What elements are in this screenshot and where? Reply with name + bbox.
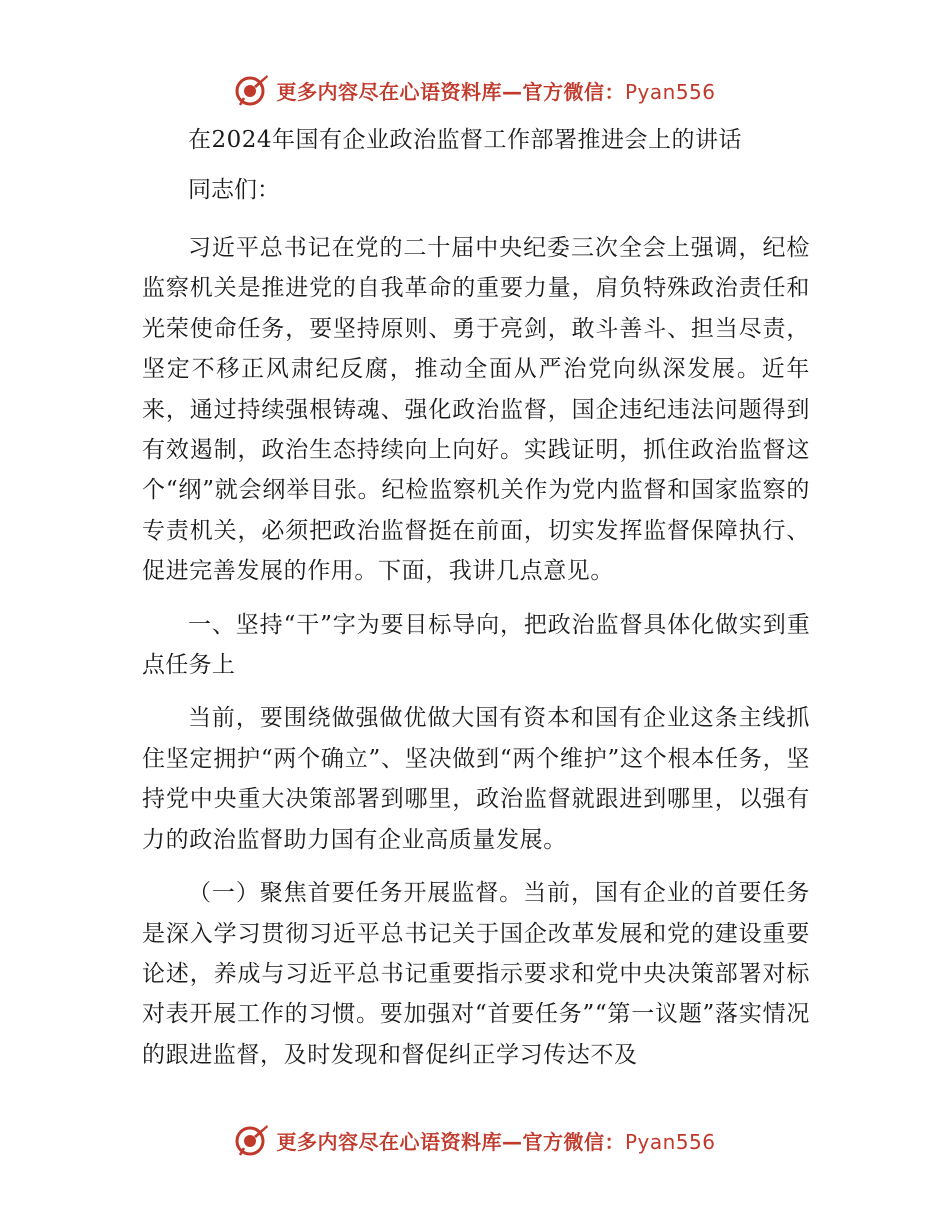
- section-heading-1: 一、坚持“干”字为要目标导向，把政治监督具体化做实到重点任务上: [142, 611, 810, 679]
- pen-logo-icon: [234, 1122, 270, 1158]
- watermark-label: 更多内容尽在心语资料库—官方微信：: [276, 79, 625, 104]
- wechat-id: Pyan556: [624, 79, 716, 104]
- document-title: 在2024年国有企业政治监督工作部署推进会上的讲话: [188, 127, 743, 153]
- paragraph-subsection-1: （一）聚焦首要任务开展监督。当前，国有企业的首要任务是深入学习贯彻习近平总书记关于国企改革发展和党的建设重要论述，养成与习近平总书记重要指示要求和党中央决策部署对标对表开展工作的习惯。要加强对“首要任务”“第一议题”落实情况的跟进监督，及时发现和督促纠正学习传达不及: [142, 880, 810, 1068]
- wechat-id: Pyan556: [624, 1129, 716, 1154]
- greeting: 同志们：: [188, 177, 280, 203]
- watermark-text: [276, 76, 715, 105]
- document-body: [142, 120, 810, 1088]
- paragraph-section-1: 当前，要围绕做强做优做大国有资本和国有企业这条主线抓住坚定拥护“两个确立”、坚决做到“两个维护”这个根本任务，坚持党中央重大决策部署到哪里，政治监督就跟进到哪里，以强有力的政治监督助力国有企业高质量发展。: [142, 705, 810, 853]
- watermark-banner-bottom: [0, 1120, 950, 1160]
- watermark-text: [276, 1126, 715, 1155]
- paragraph-intro: 习近平总书记在党的二十届中央纪委三次全会上强调，纪检监察机关是推进党的自我革命的重要力量，肩负特殊政治责任和光荣使命任务，要坚持原则、勇于亮剑，敢斗善斗、担当尽责，坚定不移正风肃纪反腐，推动全面从严治党向纵深发展。近年来，通过持续强根铸魂、强化政治监督，国企违纪违法问题得到有效遏制，政治生态持续向上向好。实践证明，抓住政治监督这个“纲”就会纲举目张。纪检监察机关作为党内监督和国家监察的专责机关，必须把政治监督挺在前面，切实发挥监督保障执行、促进完善发展的作用。下面，我讲几点意见。: [142, 235, 810, 585]
- pen-logo-icon: [234, 72, 270, 108]
- watermark-banner-top: [0, 70, 950, 110]
- watermark-label: 更多内容尽在心语资料库—官方微信：: [276, 1129, 625, 1154]
